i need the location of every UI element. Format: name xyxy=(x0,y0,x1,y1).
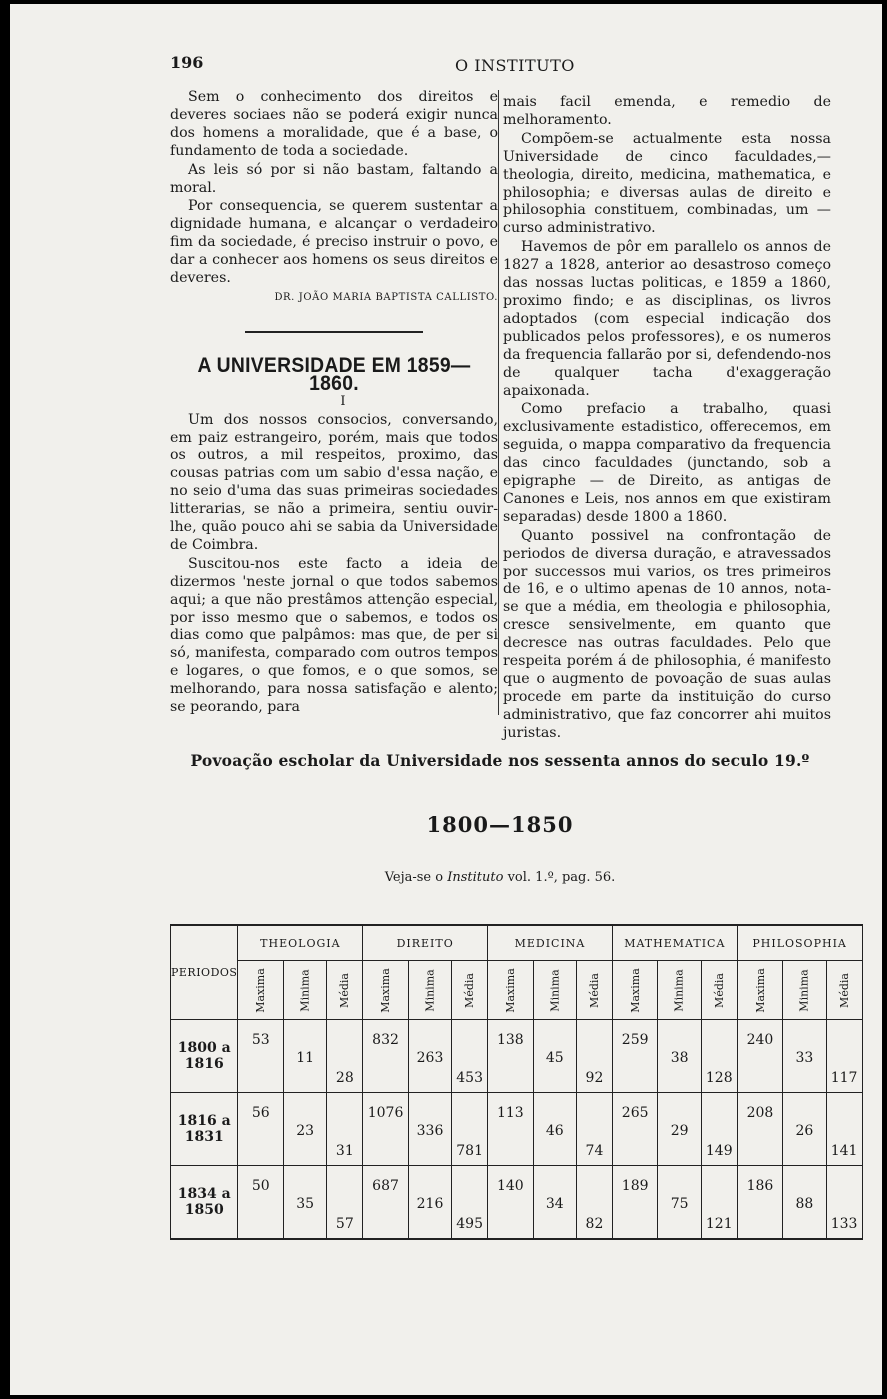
subheader-cell xyxy=(658,961,701,1020)
group-header: MEDICINA xyxy=(488,925,613,961)
subheader-label: Minima xyxy=(548,968,562,1012)
left-column xyxy=(170,89,498,717)
subheader-cell xyxy=(533,961,576,1020)
paragraph: Compõem-se actualmente esta nossa Universidade de cinco faculdades,—theologia, direito, medicina, mathematica, e philosophia; e diversas aulas de direito e philosophia constituem, combinadas, um — curso administrativo. xyxy=(503,130,831,237)
table-cell: 265 xyxy=(612,1093,658,1166)
period-header: PERIODOS xyxy=(171,925,238,1020)
subheader-label: Maxima xyxy=(753,967,767,1013)
table-cell: 23 xyxy=(284,1093,327,1166)
table-cell: 138 xyxy=(488,1020,534,1093)
subheader-label: Maxima xyxy=(628,967,642,1013)
column-divider xyxy=(498,90,499,715)
paragraph: Por consequencia, se querem sustentar a dignidade humana, e alcançar o verdadeiro fim da sociedade, é preciso instruir o povo, e dar a conhecer aos homens os seus direitos e deveres. xyxy=(170,198,498,287)
right-column xyxy=(503,94,831,743)
paragraph: Havemos de pôr em parallelo os annos de 1827 a 1828, anterior ao desastroso começo das nossas luctas politicas, e 1859 a 1860, proximo findo; e as disciplinas, os livros adoptados (com especial indicação dos publicados pelos professores), e os numeros da frequencia fallarão por si, defendendo-nos de qualquer tacha d'exaggeração apaixonada. xyxy=(503,239,831,399)
subheader-cell xyxy=(826,961,862,1020)
table-cell: 56 xyxy=(238,1093,284,1166)
table-cell: 88 xyxy=(783,1166,826,1240)
table-cell: 33 xyxy=(783,1020,826,1093)
paragraph: Um dos nossos consocios, conversando, em paiz estrangeiro, porém, mais que todos os outros, a mil respeitos, proximo, das cousas patrias com um sabio d'essa nação, e no seio d'uma das suas primeiras sociedades litterarias, se não a primeira, sentiu ouvir-lhe, quão pouco ahi se sabia da Universidade de Coimbra. xyxy=(170,411,498,553)
table-cell: 141 xyxy=(826,1093,862,1166)
subheader-label: Média xyxy=(587,972,601,1008)
subheader-label: Minima xyxy=(298,968,312,1012)
separator-rule xyxy=(245,331,423,333)
table-caption: Povoação escholar da Universidade nos sessenta annos do seculo 19.º xyxy=(190,751,810,770)
subheader-label: Média xyxy=(338,972,352,1008)
table-cell: 38 xyxy=(658,1020,701,1093)
table-cell: 687 xyxy=(363,1166,409,1240)
group-header: DIREITO xyxy=(363,925,488,961)
subheader-cell xyxy=(701,961,737,1020)
signature: DR. JOÃO MARIA BAPTISTA CALLISTO. xyxy=(274,291,498,303)
table-cell: 495 xyxy=(452,1166,488,1240)
table-cell: 28 xyxy=(327,1020,363,1093)
table-cell: 45 xyxy=(533,1020,576,1093)
table-cell: 74 xyxy=(577,1093,613,1166)
subheader-cell xyxy=(327,961,363,1020)
subheader-label: Maxima xyxy=(503,967,517,1013)
table-cell: 53 xyxy=(238,1020,284,1093)
period-label: 1816 a 1831 xyxy=(171,1093,238,1166)
table-cell: 263 xyxy=(408,1020,451,1093)
table-cell: 82 xyxy=(577,1166,613,1240)
group-header: PHILOSOPHIA xyxy=(737,925,862,961)
table-cell: 832 xyxy=(363,1020,409,1093)
subheader-cell xyxy=(363,961,409,1020)
subheader-cell xyxy=(408,961,451,1020)
section-number: I xyxy=(340,393,346,409)
subheader-cell xyxy=(238,961,284,1020)
paragraph: Sem o conhecimento dos direitos e deveres sociaes não se poderá exigir nunca dos homens a moralidade, que é a base, o fundamento de toda a sociedade. xyxy=(170,89,498,159)
frequency-table xyxy=(170,924,863,1240)
subheader-label: Minima xyxy=(797,968,811,1012)
paragraph: Suscitou-nos este facto a ideia de dizermos 'neste jornal o que todos sabemos aqui; a que não prestâmos attenção especial, por isso mesmo que o sabemos, e todos os dias como que palpâmos: mas que, de per si só, manifesta, comparado com outros tempos e logares, o que fomos, e o que somos, se melhorando, para nossa satisfação e alento; se peorando, para xyxy=(170,555,498,716)
table-cell: 75 xyxy=(658,1166,701,1240)
subheader-cell xyxy=(452,961,488,1020)
subheader-cell xyxy=(737,961,783,1020)
table-cell: 133 xyxy=(826,1166,862,1240)
subheader-label: Média xyxy=(837,972,851,1008)
table-cell: 31 xyxy=(327,1093,363,1166)
reference-prefix: Veja-se o xyxy=(384,870,448,885)
subheader-cell xyxy=(612,961,658,1020)
table-cell: 26 xyxy=(783,1093,826,1166)
subheader-label: Média xyxy=(712,972,726,1008)
group-header: MATHEMATICA xyxy=(612,925,737,961)
table-cell: 186 xyxy=(737,1166,783,1240)
page-number: 196 xyxy=(170,53,204,72)
article-title: A UNIVERSIDADE EM 1859—1860. xyxy=(197,353,471,395)
table-cell: 29 xyxy=(658,1093,701,1166)
table-years: 1800—1850 xyxy=(426,812,574,837)
table-cell: 140 xyxy=(488,1166,534,1240)
period-label: 1800 a 1816 xyxy=(171,1020,238,1093)
reference-work: Instituto xyxy=(447,870,504,885)
table-row xyxy=(171,1166,863,1240)
period-label: 1834 a 1850 xyxy=(171,1166,238,1240)
table-cell: 128 xyxy=(701,1020,737,1093)
table-cell: 259 xyxy=(612,1020,658,1093)
group-header: THEOLOGIA xyxy=(238,925,363,961)
reference-suffix: vol. 1.º, pag. 56. xyxy=(503,870,616,885)
table-cell: 117 xyxy=(826,1020,862,1093)
table-cell: 57 xyxy=(327,1166,363,1240)
paragraph: mais facil emenda, e remedio de melhoramento. xyxy=(503,94,831,128)
subheader-label: Maxima xyxy=(379,967,393,1013)
subheader-label: Minima xyxy=(673,968,687,1012)
table-cell: 149 xyxy=(701,1093,737,1166)
subheader-label: Média xyxy=(463,972,477,1008)
table-cell: 336 xyxy=(408,1093,451,1166)
subheader-label: Minima xyxy=(423,968,437,1012)
subheader-cell xyxy=(488,961,534,1020)
subheader-cell xyxy=(577,961,613,1020)
table-cell: 35 xyxy=(284,1166,327,1240)
table-cell: 11 xyxy=(284,1020,327,1093)
table-row xyxy=(171,1093,863,1166)
table-cell: 46 xyxy=(533,1093,576,1166)
table-cell: 121 xyxy=(701,1166,737,1240)
table-cell: 189 xyxy=(612,1166,658,1240)
running-title: O INSTITUTO xyxy=(455,56,575,75)
table-cell: 240 xyxy=(737,1020,783,1093)
paragraph: As leis só por si não bastam, faltando a moral. xyxy=(170,161,498,196)
table-reference xyxy=(170,870,830,885)
table-row xyxy=(171,1020,863,1093)
table-cell: 113 xyxy=(488,1093,534,1166)
subheader-cell xyxy=(783,961,826,1020)
subheader-cell xyxy=(284,961,327,1020)
table-cell: 216 xyxy=(408,1166,451,1240)
table-cell: 50 xyxy=(238,1166,284,1240)
table-cell: 208 xyxy=(737,1093,783,1166)
table-cell: 34 xyxy=(533,1166,576,1240)
table-cell: 781 xyxy=(452,1093,488,1166)
subheader-label: Maxima xyxy=(254,967,268,1013)
paragraph: Como prefacio a trabalho, quasi exclusivamente estadistico, offerecemos, em seguida, o mappa comparativo da frequencia das cinco faculdades (junctando, sob a epigraphe — de Direito, as antigas de Canones e Leis, nos annos em que existiram separadas) desde 1800 a 1860. xyxy=(503,401,831,525)
table-cell: 92 xyxy=(577,1020,613,1093)
paragraph: Quanto possivel na confrontação de periodos de diversa duração, e atravessados por successos mui varios, os tres primeiros de 16, e o ultimo apenas de 10 annos, nota-se que a média, em theologia e philosophia, cresce sensivelmente, em quanto que decresce nas outras faculdades. Pelo que respeita porém á de philosophia, é manifesto que o augmento de povoação de suas aulas procede em parte da instituição do curso administrativo, que faz concorrer ahi muitos juristas. xyxy=(503,527,831,741)
table-cell: 1076 xyxy=(363,1093,409,1166)
table-cell: 453 xyxy=(452,1020,488,1093)
